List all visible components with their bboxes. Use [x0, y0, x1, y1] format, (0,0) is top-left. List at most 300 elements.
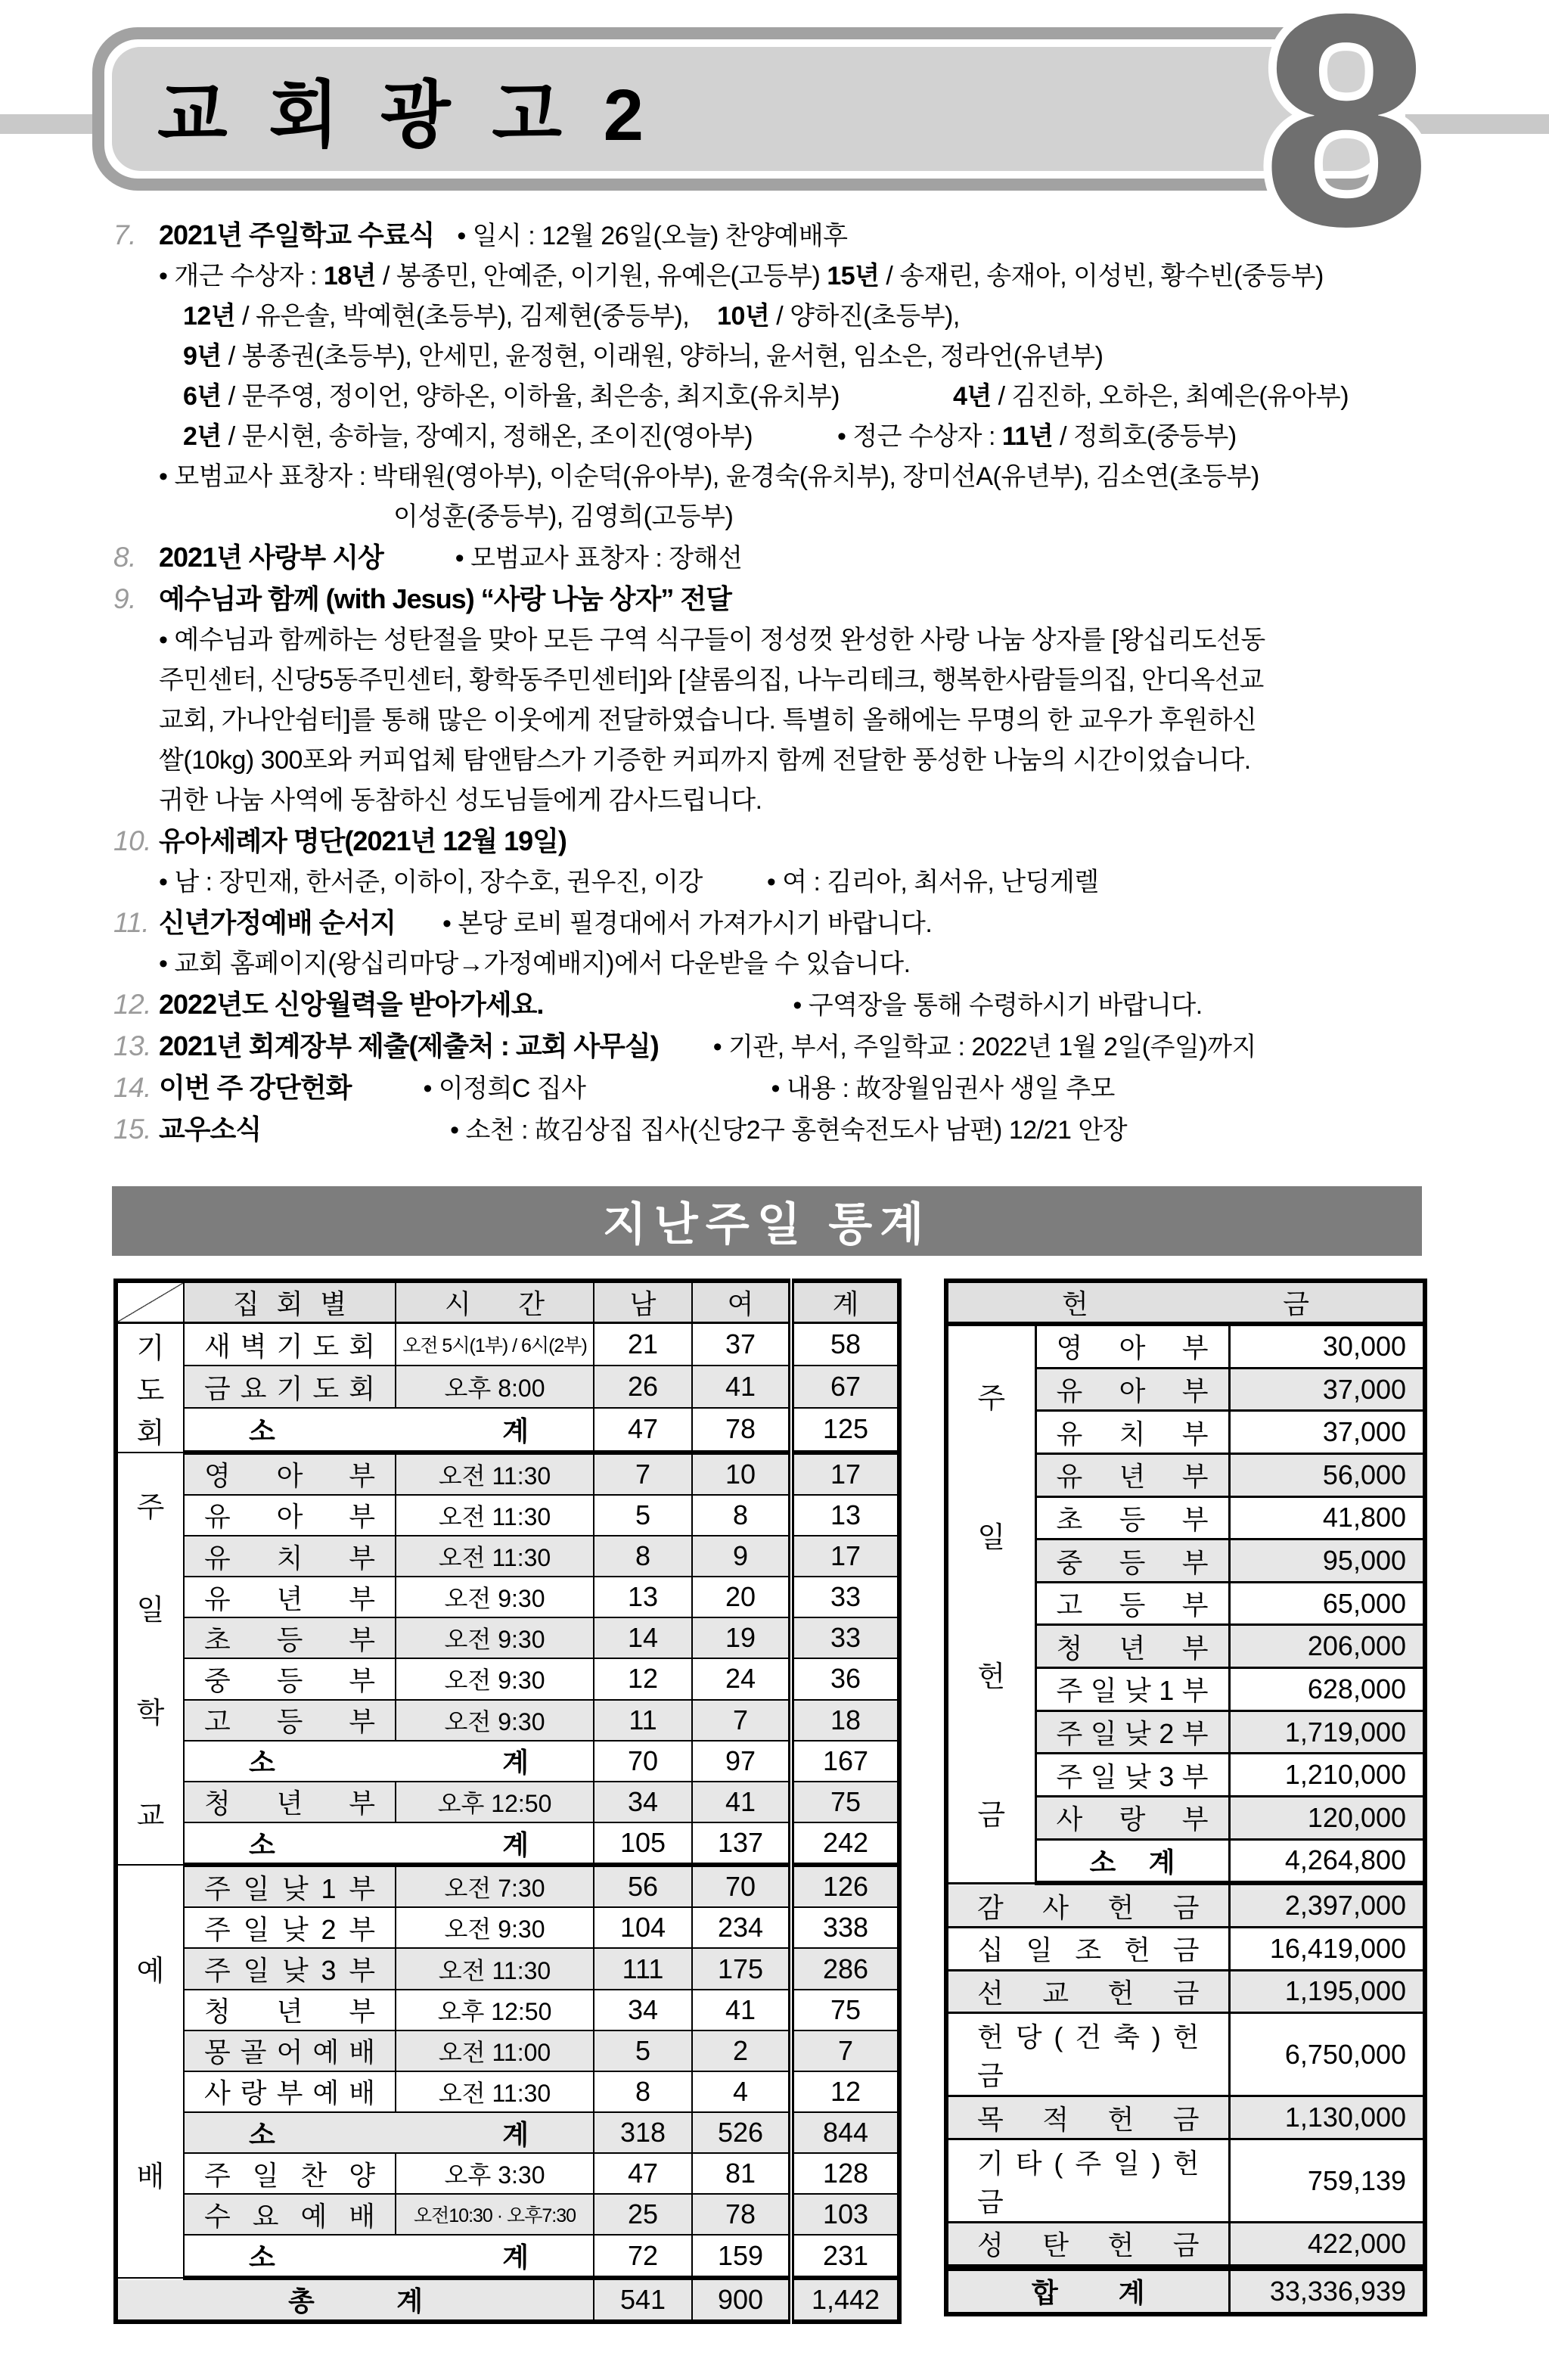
- announcement-text: 6년: [183, 382, 222, 411]
- meeting-name-cell: 새 벽 기 도 회: [184, 1323, 396, 1366]
- meeting-time-cell: 오전 9:30: [396, 1907, 594, 1948]
- female-count-cell: 19: [692, 1617, 791, 1658]
- attendance-table: [113, 1279, 902, 2324]
- meeting-name-cell: 금 요 기 도 회: [184, 1366, 396, 1408]
- offering-amount-cell: 759,139: [1229, 2139, 1425, 2222]
- attendance-row: [116, 1617, 899, 1658]
- male-count-cell: 318: [594, 2112, 692, 2153]
- male-count-cell: 26: [594, 1366, 692, 1408]
- meeting-name-cell: 청 년 부: [184, 1990, 396, 2030]
- announcement-title: 2021년 주일학교 수료식: [159, 219, 435, 250]
- offering-amount-cell: 30,000: [1229, 1324, 1425, 1368]
- announcement-number: 10.: [113, 825, 151, 856]
- attendance-row: [116, 1865, 899, 1907]
- group-label-예배: [118, 1866, 183, 2277]
- total-count-cell: 12: [791, 2071, 899, 2112]
- group-label-cell: [116, 1865, 184, 2278]
- announcement-line: [113, 457, 1543, 497]
- offering-name-cell: 초 등 부: [1035, 1496, 1229, 1540]
- offering-amount-cell: 1,195,000: [1229, 1970, 1425, 2013]
- offering-amount-cell: 206,000: [1229, 1625, 1425, 1668]
- meeting-time-cell: 오전 9:30: [396, 1700, 594, 1741]
- male-count-cell: 111: [594, 1948, 692, 1989]
- announcement-text: • 개근 수상자 :: [159, 262, 324, 291]
- group-label-char: 일: [136, 1594, 165, 1627]
- attendance-row: [116, 1907, 899, 1948]
- group-label-char: 교: [136, 1800, 165, 1832]
- offering-name-cell: 유 치 부: [1035, 1411, 1229, 1454]
- announcement-text: / 송재린, 송재아, 이성빈, 황수빈(중등부): [879, 262, 1324, 291]
- meeting-name-cell: 영 아 부: [184, 1453, 396, 1495]
- announcement-text: / 유은솔, 박예현(초등부), 김제현(중등부),: [235, 302, 697, 331]
- offering-row: [946, 2013, 1425, 2096]
- meeting-name-cell: 주 일 낮 3 부: [184, 1948, 396, 1989]
- female-count-cell: 97: [692, 1741, 791, 1782]
- meeting-name-cell: 주 일 낮 2 부: [184, 1907, 396, 1948]
- total-count-cell: 103: [791, 2194, 899, 2235]
- announcement-line: [113, 1026, 1543, 1067]
- announcement-text: 주민센터, 신당5동주민센터, 황학동주민센터]와 [샬롬의집, 나누리테크, 행복한사람들의집, 안디옥선교: [159, 666, 1264, 694]
- offering-row: [946, 2269, 1425, 2314]
- announcement-text: • 모범교사 표창자 : 장해선: [455, 544, 743, 573]
- offering-name-cell: 영 아 부: [1035, 1324, 1229, 1368]
- offering-row: [946, 2139, 1425, 2222]
- total-count-cell: 126: [791, 1865, 899, 1907]
- attendance-row: [116, 1323, 899, 1366]
- offering-category-label: 선 교 헌 금: [946, 1970, 1229, 2013]
- total-count-cell: 58: [791, 1323, 899, 1366]
- female-count-cell: 7: [692, 1700, 791, 1741]
- offering-amount-cell: 120,000: [1229, 1796, 1425, 1839]
- meeting-time-cell: 오후 3:30: [396, 2153, 594, 2194]
- meeting-name-cell: 고 등 부: [184, 1700, 396, 1741]
- page-number-badge: [1210, 0, 1482, 284]
- announcement-text: • 내용 : 故장월임권사 생일 추모: [771, 1074, 1115, 1103]
- total-count-cell: 17: [791, 1536, 899, 1577]
- announcement-line: [113, 741, 1543, 781]
- announcement-title: 이번 주 강단헌화: [159, 1072, 352, 1103]
- announcement-line: [113, 537, 1543, 579]
- meeting-name-cell: 초 등 부: [184, 1617, 396, 1658]
- attendance-row: [116, 1658, 899, 1699]
- offering-amount-cell: 1,210,000: [1229, 1754, 1425, 1797]
- col-header-total: 계: [791, 1281, 899, 1323]
- male-count-cell: 105: [594, 1822, 692, 1865]
- announcement-line: [113, 1109, 1543, 1151]
- offering-category-label: 목 적 헌 금: [946, 2096, 1229, 2139]
- attendance-row: [116, 1495, 899, 1536]
- announcement-text: 12년: [183, 302, 236, 331]
- meeting-time-cell: 오전 9:30: [396, 1617, 594, 1658]
- offering-table: [944, 1279, 1427, 2316]
- meeting-time-cell: 오전 5시(1부) / 6시(2부): [396, 1323, 594, 1366]
- announcement-line: [113, 417, 1543, 457]
- attendance-row: [116, 1366, 899, 1408]
- attendance-row: [116, 1741, 899, 1782]
- meeting-time-cell: 오전 11:30: [396, 1453, 594, 1495]
- group-label-기도회: [118, 1324, 183, 1452]
- announcement-line: [113, 984, 1543, 1026]
- offering-name-cell: 청 년 부: [1035, 1625, 1229, 1668]
- announcement-number: 12.: [113, 989, 151, 1020]
- page-title: 교 회 광 고 2: [157, 74, 655, 156]
- attendance-row: [116, 1822, 899, 1865]
- attendance-row: [116, 1990, 899, 2030]
- total-count-cell: 13: [791, 1495, 899, 1536]
- meeting-name-cell: 몽 골 어 예 배: [184, 2030, 396, 2071]
- announcement-text: 9년: [183, 342, 222, 371]
- announcement-title: 신년가정예배 순서지: [159, 907, 396, 938]
- announcement-text: / 양하진(초등부),: [769, 302, 960, 331]
- offering-row: [946, 2096, 1425, 2139]
- announcement-text: • 예수님과 함께하는 성탄절을 맞아 모든 구역 식구들이 정성껏 완성한 사랑 나눔 상자를 [왕십리도선동: [159, 626, 1265, 654]
- offering-amount-cell: 1,130,000: [1229, 2096, 1425, 2139]
- meeting-name-cell: 유 치 부: [184, 1536, 396, 1577]
- announcement-text: • 일시 : 12월 26일(오늘) 찬양예배후: [457, 222, 848, 250]
- group-label-char: 헌: [977, 1661, 1006, 1693]
- announcement-number: 14.: [113, 1072, 151, 1103]
- group-label-char: 회: [136, 1418, 165, 1449]
- female-count-cell: 234: [692, 1907, 791, 1948]
- meeting-time-cell: 오전10:30 · 오후7:30: [396, 2194, 594, 2235]
- female-count-cell: 900: [692, 2278, 791, 2322]
- female-count-cell: 2: [692, 2030, 791, 2071]
- announcement-line: [113, 1067, 1543, 1109]
- announcement-text: 4년: [952, 382, 992, 411]
- total-count-cell: 231: [791, 2235, 899, 2277]
- group-label-char: 주: [977, 1383, 1006, 1415]
- header-box-inner: [112, 47, 1378, 171]
- announcement-text: • 모범교사 표창자 : 박태원(영아부), 이순덕(유아부), 윤경숙(유치부), 장미선A(유년부), 김소연(초등부): [159, 462, 1259, 491]
- female-count-cell: 37: [692, 1323, 791, 1366]
- offering-name-cell: 유 년 부: [1035, 1453, 1229, 1496]
- announcement-line: [113, 337, 1543, 377]
- meeting-name-cell: 유 년 부: [184, 1577, 396, 1617]
- attendance-row: [116, 1577, 899, 1617]
- group-label-cell: [116, 1453, 184, 1866]
- attendance-row: [116, 1453, 899, 1495]
- group-label-char: 주: [136, 1492, 165, 1524]
- announcements: [113, 215, 1543, 1151]
- offering-name-cell: 주 일 낮 2 부: [1035, 1710, 1229, 1754]
- female-count-cell: 70: [692, 1865, 791, 1907]
- group-label-주일헌금: [948, 1326, 1035, 1882]
- total-count-cell: 844: [791, 2112, 899, 2153]
- male-count-cell: 34: [594, 1782, 692, 1822]
- meeting-time-cell: 오후 8:00: [396, 1366, 594, 1408]
- attendance-row: [116, 2153, 899, 2194]
- offering-category-label: 십 일 조 헌 금: [946, 1927, 1229, 1970]
- female-count-cell: 137: [692, 1822, 791, 1865]
- offering-amount-cell: 65,000: [1229, 1582, 1425, 1625]
- group-label-char: 일: [977, 1522, 1006, 1555]
- offering-category-label: 기 타 ( 주 일 ) 헌 금: [946, 2139, 1229, 2222]
- announcement-title: 유아세례자 명단(2021년 12월 19일): [159, 825, 567, 856]
- offering-table-body: [946, 1324, 1425, 2314]
- offering-name-cell: 유 아 부: [1035, 1368, 1229, 1411]
- attendance-row: [116, 1536, 899, 1577]
- meeting-name-cell: 유 아 부: [184, 1495, 396, 1536]
- announcement-line: [113, 862, 1543, 903]
- total-count-cell: 36: [791, 1658, 899, 1699]
- offering-amount-cell: 6,750,000: [1229, 2013, 1425, 2096]
- offering-amount-cell: 4,264,800: [1229, 1839, 1425, 1883]
- total-count-cell: 67: [791, 1366, 899, 1408]
- announcement-text: • 교회 홈페이지(왕십리마당→가정예배지)에서 다운받을 수 있습니다.: [159, 949, 911, 978]
- meeting-name-cell: 주 일 찬 양: [184, 2153, 396, 2194]
- subtotal-label: 소 계: [184, 1822, 594, 1865]
- announcement-title: 2022년도 신앙월력을 받아가세요.: [159, 989, 544, 1020]
- male-count-cell: 104: [594, 1907, 692, 1948]
- header-left-bar: [0, 114, 107, 134]
- male-count-cell: 34: [594, 1990, 692, 2030]
- female-count-cell: 175: [692, 1948, 791, 1989]
- male-count-cell: 72: [594, 2235, 692, 2277]
- announcement-text: / 봉종민, 안예준, 이기원, 유예은(고등부): [376, 262, 827, 291]
- announcement-line: [113, 579, 1543, 620]
- offering-row: [946, 1883, 1425, 1927]
- col-header-meeting: 집 회 별: [184, 1281, 396, 1323]
- total-count-cell: 17: [791, 1453, 899, 1495]
- attendance-row: [116, 1408, 899, 1452]
- offering-name-cell: 사 랑 부: [1035, 1796, 1229, 1839]
- attendance-row: [116, 1700, 899, 1741]
- male-count-cell: 8: [594, 2071, 692, 2112]
- male-count-cell: 5: [594, 2030, 692, 2071]
- attendance-row: [116, 2112, 899, 2153]
- total-count-cell: 125: [791, 1408, 899, 1452]
- announcement-line: [113, 944, 1543, 984]
- subtotal-label: 소 계: [184, 1408, 594, 1452]
- total-count-cell: 167: [791, 1741, 899, 1782]
- attendance-row: [116, 2030, 899, 2071]
- group-label-char: 도: [136, 1375, 165, 1407]
- header-box: [92, 27, 1398, 191]
- total-count-cell: 18: [791, 1700, 899, 1741]
- attendance-table-body: [116, 1323, 899, 2323]
- meeting-name-cell: 청 년 부: [184, 1782, 396, 1822]
- announcement-line: [113, 297, 1543, 337]
- meeting-time-cell: 오전 11:00: [396, 2030, 594, 2071]
- offering-amount-cell: 37,000: [1229, 1368, 1425, 1411]
- announcement-text: • 본당 로비 필경대에서 가져가시기 바랍니다.: [442, 909, 933, 938]
- announcement-text: / 문시현, 송하늘, 장예지, 정해온, 조이진(영아부): [221, 422, 753, 451]
- female-count-cell: 20: [692, 1577, 791, 1617]
- announcement-text: • 남 : 장민재, 한서준, 이하이, 장수호, 권우진, 이강: [159, 868, 703, 896]
- announcement-text: • 구역장을 통해 수령하시기 바랍니다.: [793, 991, 1203, 1020]
- male-count-cell: 56: [594, 1865, 692, 1907]
- announcement-text: 쌀(10kg) 300포와 커피업체 탐앤탐스가 기증한 커피까지 함께 전달한 풍성한 나눔의 시간이었습니다.: [159, 746, 1251, 775]
- offering-row: [946, 1970, 1425, 2013]
- announcement-text: 11년: [1001, 422, 1054, 451]
- female-count-cell: 10: [692, 1453, 791, 1495]
- group-label-char: 배: [136, 2161, 165, 2194]
- offering-amount-cell: 33,336,939: [1229, 2269, 1425, 2314]
- offering-category-label: 헌 당 ( 건 축 ) 헌 금: [946, 2013, 1229, 2096]
- announcement-title: 2021년 회계장부 제출(제출처 : 교회 사무실): [159, 1030, 659, 1061]
- announcement-text: / 봉종권(초등부), 안세민, 윤정현, 이래원, 양하늬, 윤서현, 임소은, 정라언(유년부): [221, 342, 1104, 371]
- announcement-number: 15.: [113, 1114, 151, 1145]
- offering-category-label: 감 사 헌 금: [946, 1883, 1229, 1927]
- subtotal-label: 소 계: [184, 2112, 594, 2153]
- announcement-title: 예수님과 함께 (with Jesus) “사랑 나눔 상자” 전달: [159, 583, 731, 614]
- offering-category-label: 성 탄 헌 금: [946, 2223, 1229, 2266]
- attendance-row: [116, 2235, 899, 2277]
- meeting-time-cell: 오전 7:30: [396, 1865, 594, 1907]
- announcement-line: [113, 660, 1543, 701]
- female-count-cell: 8: [692, 1495, 791, 1536]
- grand-total-label: 총 계: [116, 2278, 594, 2322]
- female-count-cell: 526: [692, 2112, 791, 2153]
- attendance-row: [116, 1782, 899, 1822]
- announcement-line: [113, 701, 1543, 741]
- male-count-cell: 11: [594, 1700, 692, 1741]
- offering-amount-cell: 16,419,000: [1229, 1927, 1425, 1970]
- announcement-text: 10년: [717, 302, 770, 331]
- announcement-number: 9.: [113, 583, 136, 614]
- male-count-cell: 541: [594, 2278, 692, 2322]
- subtotal-label: 소 계: [184, 2235, 594, 2277]
- meeting-time-cell: 오후 12:50: [396, 1782, 594, 1822]
- attendance-row: [116, 1948, 899, 1989]
- total-count-cell: 128: [791, 2153, 899, 2194]
- announcement-line: [113, 903, 1543, 944]
- meeting-time-cell: 오전 9:30: [396, 1658, 594, 1699]
- announcement-text: 15년: [827, 262, 880, 291]
- female-count-cell: 9: [692, 1536, 791, 1577]
- offering-name-cell: 주 일 낮 1 부: [1035, 1668, 1229, 1711]
- attendance-grand-total-row: [116, 2278, 899, 2322]
- female-count-cell: 159: [692, 2235, 791, 2277]
- female-count-cell: 78: [692, 1408, 791, 1452]
- group-label-char: 학: [136, 1697, 165, 1729]
- meeting-time-cell: 오후 12:50: [396, 1990, 594, 2030]
- offering-name-cell: 고 등 부: [1035, 1582, 1229, 1625]
- offering-amount-cell: 628,000: [1229, 1668, 1425, 1711]
- female-count-cell: 81: [692, 2153, 791, 2194]
- male-count-cell: 8: [594, 1536, 692, 1577]
- offering-row: [946, 1927, 1425, 1970]
- offering-group-label-cell: [946, 1324, 1035, 1883]
- col-header-female: 여: [692, 1281, 791, 1323]
- meeting-time-cell: 오전 11:30: [396, 1536, 594, 1577]
- announcement-text: / 정희호(중등부): [1053, 422, 1237, 451]
- announcement-line: [113, 497, 1543, 537]
- group-label-주일학교: [118, 1453, 183, 1865]
- announcement-text: • 기관, 부서, 주일학교 : 2022년 1월 2일(주일)까지: [712, 1033, 1256, 1061]
- female-count-cell: 24: [692, 1658, 791, 1699]
- offering-amount-cell: 2,397,000: [1229, 1883, 1425, 1927]
- announcement-text: / 문주영, 정이언, 양하온, 이하율, 최은송, 최지호(유치부): [221, 382, 840, 411]
- total-count-cell: 242: [791, 1822, 899, 1865]
- group-label-char: 금: [977, 1800, 1006, 1832]
- meeting-name-cell: 중 등 부: [184, 1658, 396, 1699]
- announcement-text: 이성훈(중등부), 김영희(고등부): [393, 502, 734, 531]
- male-count-cell: 47: [594, 1408, 692, 1452]
- meeting-time-cell: 오전 9:30: [396, 1577, 594, 1617]
- offering-amount-cell: 422,000: [1229, 2223, 1425, 2266]
- total-count-cell: 286: [791, 1948, 899, 1989]
- announcement-text: 18년: [323, 262, 377, 291]
- male-count-cell: 7: [594, 1453, 692, 1495]
- announcement-number: 11.: [113, 907, 150, 938]
- offering-name-cell: 중 등 부: [1035, 1540, 1229, 1583]
- male-count-cell: 70: [594, 1741, 692, 1782]
- announcement-text: • 이정희C 집사: [423, 1074, 586, 1103]
- total-count-cell: 33: [791, 1617, 899, 1658]
- corner-diagonal-cell: [116, 1281, 184, 1323]
- female-count-cell: 41: [692, 1782, 791, 1822]
- meeting-name-cell: 사 랑 부 예 배: [184, 2071, 396, 2112]
- attendance-row: [116, 2071, 899, 2112]
- offering-amount-cell: 41,800: [1229, 1496, 1425, 1540]
- announcement-line: [113, 821, 1543, 862]
- attendance-row: [116, 2194, 899, 2235]
- female-count-cell: 41: [692, 1990, 791, 2030]
- offering-header-row: [946, 1281, 1425, 1324]
- announcement-text: 귀한 나눔 사역에 동참하신 성도님들에게 감사드립니다.: [159, 786, 762, 815]
- male-count-cell: 13: [594, 1577, 692, 1617]
- meeting-name-cell: 주 일 낮 1 부: [184, 1865, 396, 1907]
- announcement-text: • 소천 : 故김상집 집사(신당2구 홍현숙전도사 남편) 12/21 안장: [450, 1116, 1128, 1145]
- male-count-cell: 14: [594, 1617, 692, 1658]
- total-count-cell: 75: [791, 1782, 899, 1822]
- announcement-text: 교회, 가나안쉼터]를 통해 많은 이웃에게 전달하였습니다. 특별히 올해에는 무명의 한 교우가 후원하신: [159, 706, 1257, 735]
- total-count-cell: 1,442: [791, 2278, 899, 2322]
- meeting-time-cell: 오전 11:30: [396, 1948, 594, 1989]
- offering-amount-cell: 95,000: [1229, 1540, 1425, 1583]
- attendance-header-row: [116, 1281, 899, 1323]
- offering-amount-cell: 37,000: [1229, 1411, 1425, 1454]
- announcement-number: 13.: [113, 1030, 151, 1061]
- announcement-text: • 여 : 김리아, 최서유, 난딩게렐: [766, 868, 1099, 896]
- male-count-cell: 21: [594, 1323, 692, 1366]
- subtotal-label: 소 계: [184, 1741, 594, 1782]
- meeting-name-cell: 수 요 예 배: [184, 2194, 396, 2235]
- offering-subtotal-label: 소 계: [1035, 1839, 1229, 1883]
- announcement-text: / 김진하, 오하은, 최예은(유아부): [991, 382, 1349, 411]
- announcement-line: [113, 377, 1543, 417]
- group-label-char: 예: [136, 1956, 165, 1988]
- announcement-number: 8.: [113, 542, 136, 573]
- announcement-line: [113, 620, 1543, 660]
- offering-header-cell: 헌 금: [946, 1281, 1425, 1324]
- offering-amount-cell: 56,000: [1229, 1453, 1425, 1496]
- group-label-cell: [116, 1323, 184, 1453]
- offering-amount-cell: 1,719,000: [1229, 1710, 1425, 1754]
- male-count-cell: 47: [594, 2153, 692, 2194]
- male-count-cell: 12: [594, 1658, 692, 1699]
- total-count-cell: 33: [791, 1577, 899, 1617]
- total-count-cell: 338: [791, 1907, 899, 1948]
- female-count-cell: 41: [692, 1366, 791, 1408]
- offering-row: [946, 2223, 1425, 2266]
- offering-name-cell: 주 일 낮 3 부: [1035, 1754, 1229, 1797]
- announcement-line: [113, 781, 1543, 821]
- male-count-cell: 5: [594, 1495, 692, 1536]
- male-count-cell: 25: [594, 2194, 692, 2235]
- female-count-cell: 4: [692, 2071, 791, 2112]
- stats-banner: 지난주일 통계: [112, 1186, 1422, 1256]
- offering-row: [946, 1324, 1425, 1368]
- offering-sum-label: 합 계: [946, 2269, 1229, 2314]
- total-count-cell: 7: [791, 2030, 899, 2071]
- announcement-text: 2년: [183, 422, 222, 451]
- female-count-cell: 78: [692, 2194, 791, 2235]
- announcement-title: 2021년 사랑부 시상: [159, 542, 383, 573]
- announcement-title: 교우소식: [159, 1114, 262, 1145]
- total-count-cell: 75: [791, 1990, 899, 2030]
